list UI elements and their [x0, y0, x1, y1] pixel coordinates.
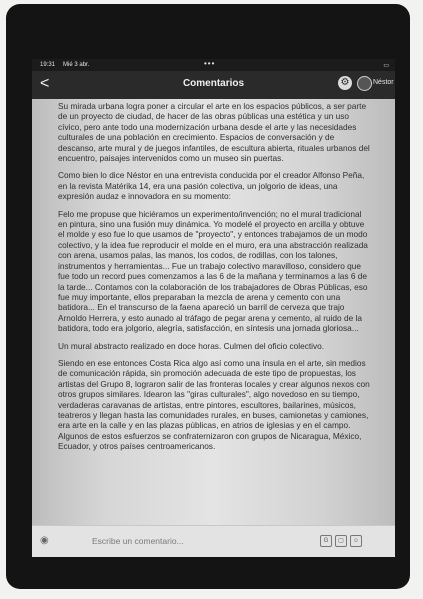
battery-icon: ▭ [383, 63, 389, 69]
comment-composer [32, 525, 395, 557]
multitask-dots[interactable]: ••• [204, 59, 216, 68]
camera-icon[interactable]: ◉ [40, 535, 49, 546]
status-bar [32, 59, 395, 71]
back-button[interactable]: < [40, 75, 50, 92]
comment-input[interactable]: Escribe un comentario... [92, 536, 184, 546]
paragraph: Felo me propuse que hiciéramos un experimento/invención; no el mural tradicional en pintura, sino una fusión muy dinámica. Yo modelé el proyecto en arcilla y obtuve el molde y eso fue lo que usamos de "proyecto", y entonces trabajamos de un modo colectivo, y la idea fue reproducir el molde en el muro, era una abstracción realizada con arena, usamos palas, las manos, los codos, de rodillas, con los talones, instrumentos y herramientas... Fue un trabajo colectivo maravilloso, considero que fue todo un record pues comenzamos a las 6 de la mañana y terminamos a las 6 de la tarde... Contamos con la colaboración de los trabajadores de Obras Públicas, eso fue muy importante, ellos preparaban la mezcla de arena y cemento con una batidora... En el transcurso de la faena apareció un barril de cerveza que trajo Arnoldo Herrera, y esto aunado al tráfago de pegar arena y cemento, al ruido de la batidora, todo era jolgorio, alegría, satisfacción, en síntesis una jornada gloriosa... [58, 208, 368, 334]
page-title: Comentarios [182, 78, 245, 89]
sticker-icon[interactable]: ▢ [335, 535, 347, 547]
comment-body [58, 101, 370, 523]
paragraph: Su mirada urbana logra poner a circular el arte en los espacios públicos, a ser parte de un proyecto de ciudad, de hacer de las obras públicas una estética y un uso cívico, pero ante todo una modernización urbana desde el arte y las necesidades culturales de una población en crecimiento. Espacios de conversación y de descanso, arte mural y de juegos infantiles, de escultura abierta, rituales urbanos del encuentro, paisajes intervenidos como un museo sin puertas. [58, 101, 370, 164]
gif-icon[interactable]: G [320, 535, 332, 547]
tablet-frame [6, 4, 410, 589]
screen [32, 59, 395, 557]
emoji-icon[interactable]: ☺ [350, 535, 362, 547]
status-time: 19:31 [40, 62, 56, 68]
user-name[interactable]: Néstor [373, 79, 394, 86]
gear-icon[interactable]: ⚙ [338, 76, 352, 90]
paragraph: Un mural abstracto realizado en doce horas. Culmen del oficio colectivo. [58, 340, 325, 351]
paragraph: Como bien lo dice Néstor en una entrevista conducida por el creador Alfonso Peña, en la revista Matérika 14, era una pasión colectiva, un jolgorio de ideas, una expresión audaz e innovadora en su momento: [58, 170, 365, 202]
avatar[interactable] [357, 76, 372, 91]
status-date: Mié 3 abr. [63, 62, 90, 68]
header-bar [32, 71, 395, 99]
paragraph: Siendo en ese entonces Costa Rica algo así como una ínsula en el arte, sin medios de comunicación rápida, sin promoción adecuada de este tipo de propuestas, los artistas del Grupo 8, lograron salir de las fronteras locales y crear algunos nexos con otros grupos similares. Idearon las "giras culturales", algo novedoso en su tiempo, verdaderas caravanas de artistas, entre pintores, escultores, bailarines, músicos, teatreros y llegan hasta las comunidades rurales, en buses, camionetas y camiones, era arte en la calle y en las plazas públicas, en atrios de iglesias y en el campo. Algunos de estos esfuerzos se confraternizaron con grupos de Nicaragua, México, Ecuador, y otros países centroamericanos. [58, 357, 370, 452]
